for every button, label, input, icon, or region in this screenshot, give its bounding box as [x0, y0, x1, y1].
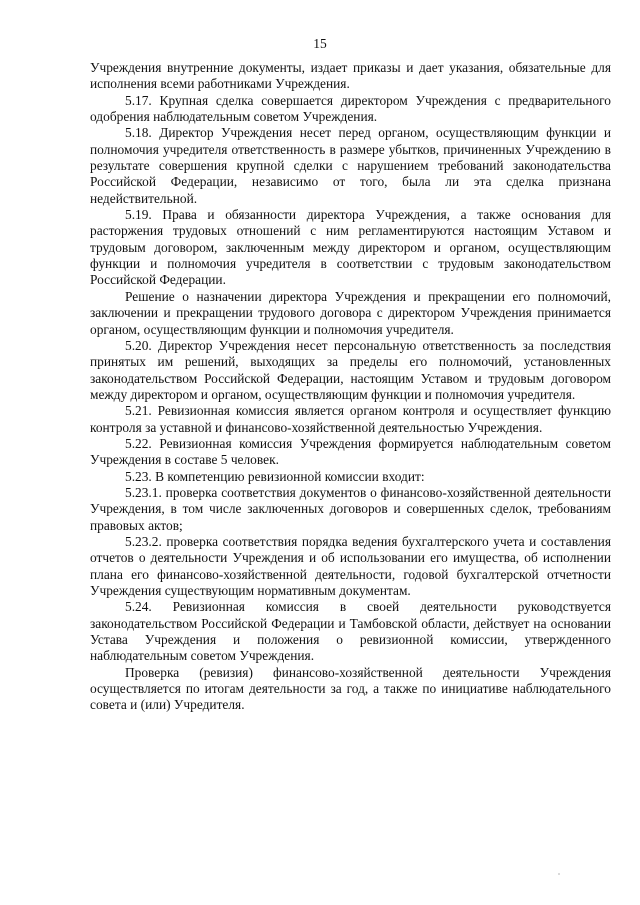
paragraph-director-appointment: Решение о назначении директора Учреждения и прекращении его полномочий, заключении и прекращении трудового договора с директором Учреждения принимается органом, осуществляющим функции и полномочия учредителя. [90, 288, 611, 337]
page-number: 15 [313, 36, 327, 51]
scan-speck [558, 873, 560, 875]
paragraph-5-23-1: 5.23.1. проверка соответствия документов о финансово-хозяйственной деятельности Учреждения, в том числе заключенных договоров и совершенных сделок, требованиям правовых актов; [90, 484, 611, 533]
paragraph-audit: Проверка (ревизия) финансово-хозяйственной деятельности Учреждения осуществляется по итогам деятельности за год, а также по инициативе наблюдательного совета и (или) Учредителя. [90, 664, 611, 713]
paragraph-continuation: Учреждения внутренние документы, издает приказы и дает указания, обязательные для исполнения всеми работниками Учреждения. [90, 60, 611, 92]
paragraph-5-19: 5.19. Права и обязанности директора Учреждения, а также основания для расторжения трудовых отношений с ним регламентируются настоящим Уставом и трудовым договором, заключенным между директором и органом, осуществляющим функции и полномочия учредителя в соответствии с трудовым законодательством Российской Федерации. [90, 207, 611, 288]
paragraph-5-23-2: 5.23.2. проверка соответствия порядка ведения бухгалтерского учета и составления отчетов о деятельности Учреждения и об использовании его имущества, об исполнении плана его финансово-хозяйственной деятельности, годовой бухгалтерской отчетности Учреждения существующим нормативным документам. [90, 533, 611, 598]
paragraph-5-18: 5.18. Директор Учреждения несет перед органом, осуществляющим функции и полномочия учредителя ответственность в размере убытков, причиненных Учреждению в результате совершения крупной сделки с нарушением требований законодательства Российской Федерации, независимо от того, была ли эта сделка признана недействительной. [90, 125, 611, 206]
paragraph-5-22: 5.22. Ревизионная комиссия Учреждения формируется наблюдательным советом Учреждения в составе 5 человек. [90, 435, 611, 468]
paragraph-5-24: 5.24. Ревизионная комиссия в своей деятельности руководствуется законодательством Российской Федерации и Тамбовской области, действует на основании Устава Учреждения и положения о ревизионной комиссии, утвержденного наблюдательным советом Учреждения. [90, 599, 611, 664]
page-body [90, 60, 611, 714]
paragraph-5-23: 5.23. В компетенцию ревизионной комиссии входит: [125, 468, 425, 484]
paragraph-5-17: 5.17. Крупная сделка совершается директором Учреждения с предварительного одобрения наблюдательным советом Учреждения. [90, 92, 611, 125]
paragraph-5-20: 5.20. Директор Учреждения несет персональную ответственность за последствия принятых им решений, выходящих за пределы его полномочий, установленных законодательством Российской Федерации, настоящим Уставом и трудовым договором между директором и органом, осуществляющим функции и полномочия учредителя. [90, 337, 611, 402]
paragraph-5-21: 5.21. Ревизионная комиссия является органом контроля и осуществляет функцию контроля за уставной и финансово-хозяйственной деятельностью Учреждения. [90, 403, 611, 435]
